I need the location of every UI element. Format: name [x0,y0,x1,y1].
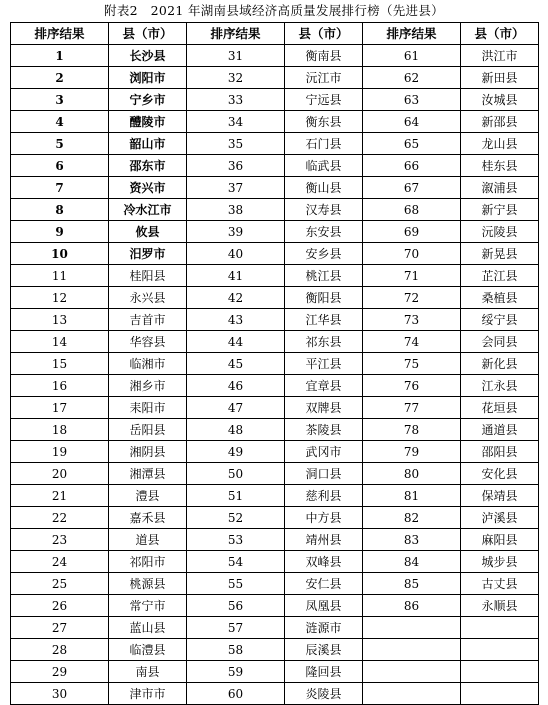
cell-county-2: 茶陵县 [285,419,363,441]
table-row [11,221,539,243]
cell-county-3: 新化县 [461,353,539,375]
cell-county-1: 岳阳县 [109,419,187,441]
cell-rank-1: 28 [11,639,109,661]
table-row [11,177,539,199]
table-row [11,89,539,111]
cell-county-3: 城步县 [461,551,539,573]
table-row [11,441,539,463]
cell-rank-3: 62 [363,67,461,89]
table-row [11,661,539,683]
cell-rank-3: 80 [363,463,461,485]
table-row [11,243,539,265]
cell-rank-1: 6 [11,155,109,177]
cell-rank-2: 31 [187,45,285,67]
cell-county-3: 绥宁县 [461,309,539,331]
cell-rank-1: 2 [11,67,109,89]
cell-rank-2: 43 [187,309,285,331]
cell-county-3: 泸溪县 [461,507,539,529]
cell-rank-2: 33 [187,89,285,111]
cell-county-2: 中方县 [285,507,363,529]
cell-rank-1: 13 [11,309,109,331]
cell-county-3: 洪江市 [461,45,539,67]
cell-rank-3: 73 [363,309,461,331]
cell-county-1: 嘉禾县 [109,507,187,529]
cell-rank-1: 12 [11,287,109,309]
cell-rank-1: 20 [11,463,109,485]
cell-county-1: 道县 [109,529,187,551]
table-row [11,265,539,287]
cell-rank-3 [363,661,461,683]
cell-rank-2: 39 [187,221,285,243]
cell-rank-2: 60 [187,683,285,705]
cell-rank-1: 25 [11,573,109,595]
cell-rank-2: 38 [187,199,285,221]
header-rank-1: 排序结果 [11,23,109,45]
cell-county-1: 澧县 [109,485,187,507]
cell-county-1: 湘阴县 [109,441,187,463]
cell-county-2: 安仁县 [285,573,363,595]
cell-rank-3: 79 [363,441,461,463]
cell-rank-2: 41 [187,265,285,287]
cell-county-3: 汝城县 [461,89,539,111]
table-title: 附表2 2021 年湖南县域经济高质量发展排行榜（先进县） [104,3,444,18]
cell-rank-3 [363,617,461,639]
cell-rank-1: 27 [11,617,109,639]
cell-county-2: 宁远县 [285,89,363,111]
cell-rank-2: 40 [187,243,285,265]
cell-rank-2: 47 [187,397,285,419]
cell-county-1: 湘乡市 [109,375,187,397]
cell-rank-3: 72 [363,287,461,309]
cell-rank-2: 50 [187,463,285,485]
cell-rank-3: 64 [363,111,461,133]
cell-county-3: 溆浦县 [461,177,539,199]
cell-county-2: 祁东县 [285,331,363,353]
cell-county-3: 沅陵县 [461,221,539,243]
cell-county-1: 临湘市 [109,353,187,375]
cell-county-2: 临武县 [285,155,363,177]
cell-rank-1: 7 [11,177,109,199]
cell-county-3 [461,617,539,639]
cell-rank-2: 36 [187,155,285,177]
cell-county-2: 江华县 [285,309,363,331]
cell-rank-2: 48 [187,419,285,441]
cell-rank-1: 15 [11,353,109,375]
cell-county-1: 祁阳市 [109,551,187,573]
cell-county-1: 桂阳县 [109,265,187,287]
cell-county-3: 通道县 [461,419,539,441]
cell-rank-3: 82 [363,507,461,529]
cell-rank-1: 19 [11,441,109,463]
cell-rank-1: 11 [11,265,109,287]
cell-county-2: 石门县 [285,133,363,155]
table-row [11,309,539,331]
cell-county-2: 东安县 [285,221,363,243]
cell-rank-3: 74 [363,331,461,353]
table-row [11,617,539,639]
cell-county-1: 蓝山县 [109,617,187,639]
table-row [11,375,539,397]
cell-rank-2: 51 [187,485,285,507]
cell-rank-2: 42 [187,287,285,309]
cell-rank-3: 67 [363,177,461,199]
cell-county-3: 安化县 [461,463,539,485]
cell-county-2: 双牌县 [285,397,363,419]
cell-rank-3: 86 [363,595,461,617]
table-row [11,133,539,155]
cell-rank-3: 77 [363,397,461,419]
cell-county-1: 宁乡市 [109,89,187,111]
cell-rank-2: 49 [187,441,285,463]
cell-rank-3 [363,639,461,661]
cell-rank-1: 26 [11,595,109,617]
cell-rank-1: 17 [11,397,109,419]
cell-rank-3: 65 [363,133,461,155]
cell-county-1: 吉首市 [109,309,187,331]
cell-rank-1: 8 [11,199,109,221]
cell-rank-3: 63 [363,89,461,111]
cell-county-1: 汨罗市 [109,243,187,265]
cell-rank-3 [363,683,461,705]
cell-rank-2: 57 [187,617,285,639]
header-county-1: 县（市） [109,23,187,45]
cell-county-3: 桂东县 [461,155,539,177]
cell-county-2: 慈利县 [285,485,363,507]
cell-rank-1: 9 [11,221,109,243]
header-county-2: 县（市） [285,23,363,45]
table-row [11,485,539,507]
cell-rank-2: 58 [187,639,285,661]
cell-county-1: 浏阳市 [109,67,187,89]
cell-rank-3: 69 [363,221,461,243]
table-row [11,353,539,375]
cell-county-1: 韶山市 [109,133,187,155]
cell-county-1: 长沙县 [109,45,187,67]
table-row [11,529,539,551]
cell-county-1: 常宁市 [109,595,187,617]
cell-county-3: 麻阳县 [461,529,539,551]
cell-county-2: 隆回县 [285,661,363,683]
cell-county-1: 湘潭县 [109,463,187,485]
table-row [11,595,539,617]
cell-rank-1: 24 [11,551,109,573]
cell-rank-3: 66 [363,155,461,177]
cell-county-1: 华容县 [109,331,187,353]
cell-rank-2: 53 [187,529,285,551]
cell-county-2: 衡南县 [285,45,363,67]
cell-county-2: 凤凰县 [285,595,363,617]
cell-county-2: 辰溪县 [285,639,363,661]
cell-rank-2: 46 [187,375,285,397]
cell-rank-1: 23 [11,529,109,551]
cell-rank-2: 34 [187,111,285,133]
cell-rank-1: 10 [11,243,109,265]
cell-rank-3: 83 [363,529,461,551]
cell-county-1: 永兴县 [109,287,187,309]
table-row [11,331,539,353]
table-row [11,573,539,595]
cell-rank-3: 71 [363,265,461,287]
cell-county-1: 南县 [109,661,187,683]
cell-county-3: 保靖县 [461,485,539,507]
cell-county-2: 沅江市 [285,67,363,89]
table-row [11,199,539,221]
ranking-table-body [11,45,539,705]
header-county-3: 县（市） [461,23,539,45]
cell-county-3: 永顺县 [461,595,539,617]
cell-rank-2: 45 [187,353,285,375]
cell-rank-2: 35 [187,133,285,155]
table-row [11,67,539,89]
table-row [11,111,539,133]
cell-rank-1: 1 [11,45,109,67]
cell-county-3 [461,639,539,661]
cell-rank-3: 84 [363,551,461,573]
cell-county-2: 安乡县 [285,243,363,265]
header-rank-2: 排序结果 [187,23,285,45]
cell-county-2: 衡山县 [285,177,363,199]
table-row [11,155,539,177]
cell-county-2: 洞口县 [285,463,363,485]
cell-rank-2: 44 [187,331,285,353]
cell-county-2: 双峰县 [285,551,363,573]
ranking-table [10,22,539,705]
cell-county-2: 靖州县 [285,529,363,551]
table-row [11,287,539,309]
cell-county-2: 汉寿县 [285,199,363,221]
cell-rank-2: 56 [187,595,285,617]
cell-county-1: 耒阳市 [109,397,187,419]
cell-county-2: 平江县 [285,353,363,375]
cell-rank-1: 4 [11,111,109,133]
table-row [11,683,539,705]
cell-county-1: 临澧县 [109,639,187,661]
header-rank-3: 排序结果 [363,23,461,45]
cell-rank-2: 55 [187,573,285,595]
cell-county-1: 津市市 [109,683,187,705]
cell-county-2: 武冈市 [285,441,363,463]
cell-rank-3: 68 [363,199,461,221]
cell-county-3: 邵阳县 [461,441,539,463]
table-row [11,45,539,67]
cell-rank-3: 76 [363,375,461,397]
cell-rank-1: 16 [11,375,109,397]
cell-county-1: 资兴市 [109,177,187,199]
cell-rank-3: 85 [363,573,461,595]
cell-county-1: 醴陵市 [109,111,187,133]
cell-rank-3: 75 [363,353,461,375]
cell-rank-3: 78 [363,419,461,441]
cell-county-2: 炎陵县 [285,683,363,705]
table-row [11,551,539,573]
cell-rank-3: 61 [363,45,461,67]
cell-rank-1: 5 [11,133,109,155]
cell-county-2: 桃江县 [285,265,363,287]
cell-county-3: 新邵县 [461,111,539,133]
header-row [11,23,539,45]
cell-rank-2: 37 [187,177,285,199]
cell-county-3 [461,683,539,705]
cell-county-3: 新晃县 [461,243,539,265]
cell-rank-2: 59 [187,661,285,683]
cell-county-3: 龙山县 [461,133,539,155]
cell-rank-3: 70 [363,243,461,265]
table-row [11,463,539,485]
cell-rank-1: 21 [11,485,109,507]
cell-rank-1: 18 [11,419,109,441]
cell-county-3: 花垣县 [461,397,539,419]
cell-county-3: 会同县 [461,331,539,353]
cell-county-3: 新田县 [461,67,539,89]
cell-county-3: 芷江县 [461,265,539,287]
cell-rank-1: 29 [11,661,109,683]
cell-county-1: 邵东市 [109,155,187,177]
cell-rank-2: 52 [187,507,285,529]
table-row [11,397,539,419]
cell-county-2: 宜章县 [285,375,363,397]
cell-rank-3: 81 [363,485,461,507]
cell-county-3: 桑植县 [461,287,539,309]
cell-rank-2: 54 [187,551,285,573]
cell-county-1: 桃源县 [109,573,187,595]
cell-county-3: 江永县 [461,375,539,397]
cell-rank-1: 14 [11,331,109,353]
cell-county-3: 新宁县 [461,199,539,221]
cell-county-1: 攸县 [109,221,187,243]
cell-rank-2: 32 [187,67,285,89]
cell-county-2: 衡东县 [285,111,363,133]
table-row [11,419,539,441]
table-row [11,639,539,661]
cell-county-3 [461,661,539,683]
cell-county-1: 冷水江市 [109,199,187,221]
cell-rank-1: 30 [11,683,109,705]
cell-rank-1: 3 [11,89,109,111]
cell-rank-1: 22 [11,507,109,529]
table-row [11,507,539,529]
cell-county-3: 古丈县 [461,573,539,595]
cell-county-2: 衡阳县 [285,287,363,309]
cell-county-2: 涟源市 [285,617,363,639]
